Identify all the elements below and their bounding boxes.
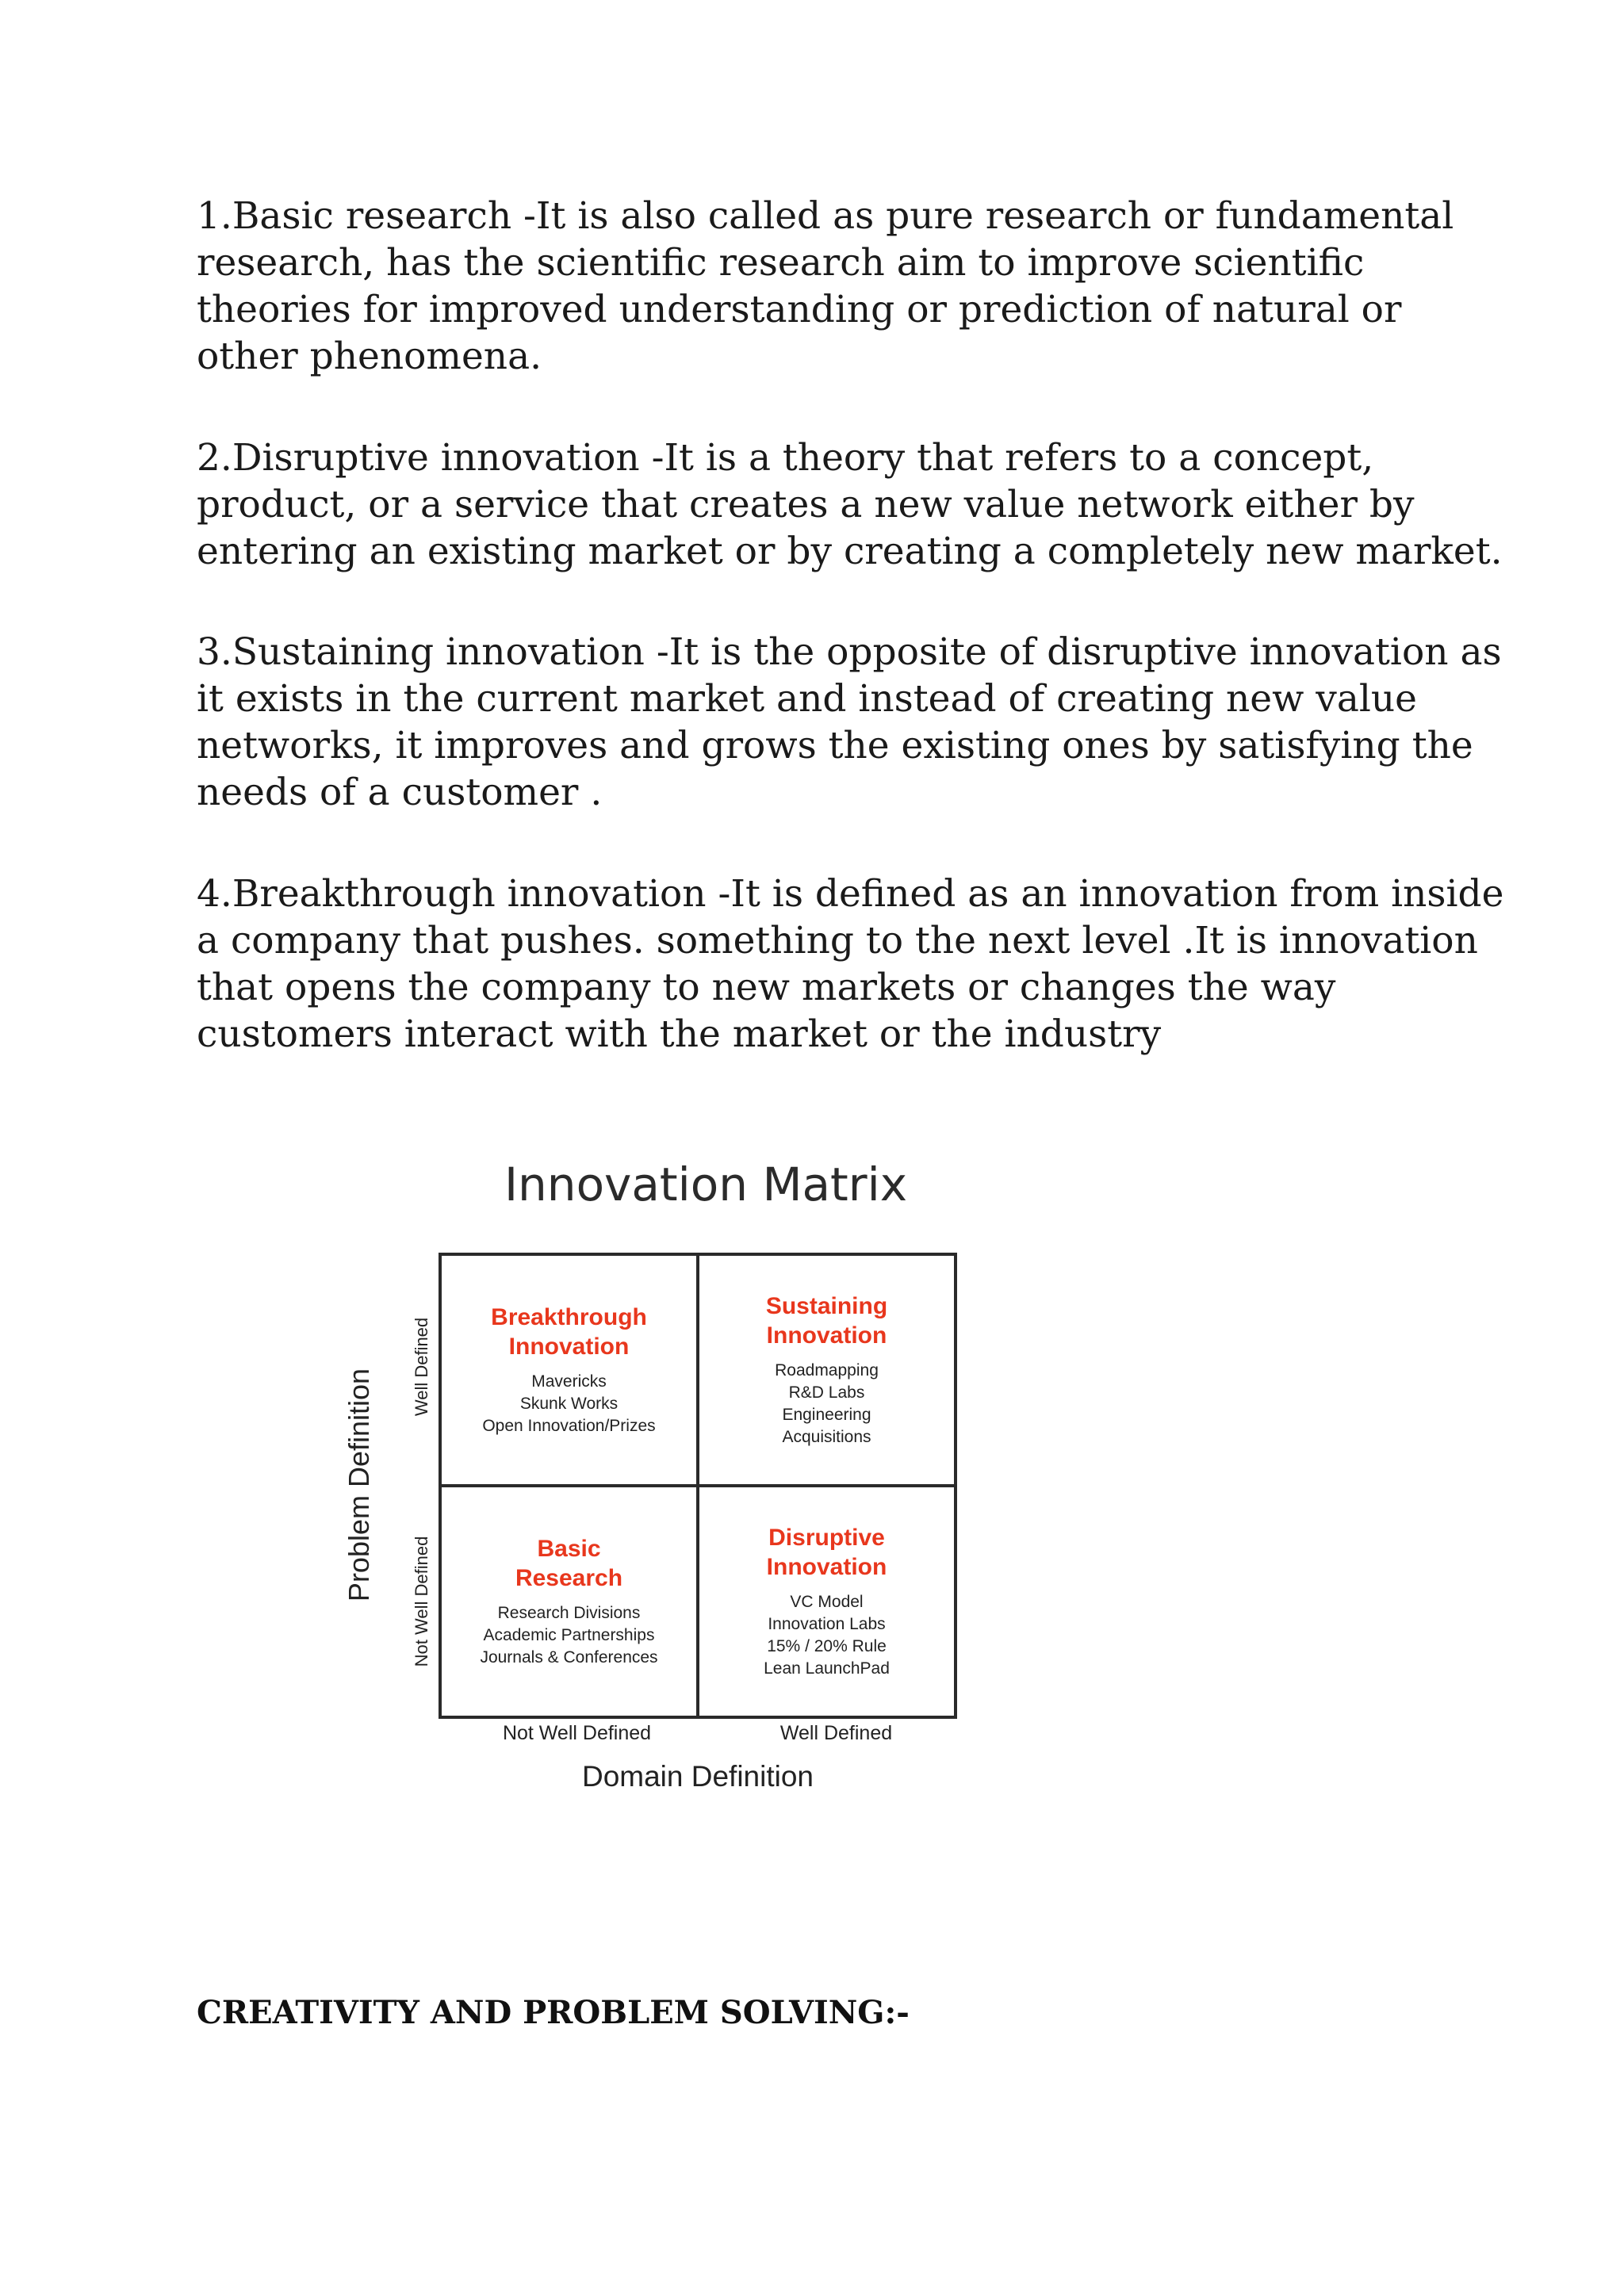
cell-item: Engineering [782, 1406, 871, 1424]
matrix-cell-sustaining [698, 1256, 954, 1486]
paragraph-basic-research: 1.Basic research -It is also called as pure research or fundamental research, has the scientific research aim to improve scientific theories for improved understanding or prediction of natural or other phenomena. [197, 194, 1454, 378]
cell-item: 15% / 20% Rule [767, 1637, 887, 1655]
x-axis-right-label: Well Defined [779, 1722, 893, 1744]
paragraph-sustaining-innovation: 3.Sustaining innovation -It is the opposite of disruptive innovation as it exists in the current market and instead of creating new value networks, it improves and grows the existing ones by satisfying the needs of a customer . [197, 630, 1502, 814]
paragraph-disruptive-innovation: 2.Disruptive innovation -It is a theory that refers to a concept, product, or a service that creates a new value network either by entering an existing market or by creating a completely new market. [197, 436, 1503, 573]
cell-item: Academic Partnerships [483, 1626, 655, 1644]
paragraph-breakthrough-innovation: 4.Breakthrough innovation -It is defined as an innovation from inside a company that pushes. something to the next level .It is innovation that opens the company to new markets or changes the way customers interact with the market or the industry [197, 872, 1504, 1056]
cell-item: R&D Labs [788, 1383, 865, 1402]
matrix-cell-basic-research [442, 1486, 698, 1716]
y-axis-bottom-label: Not Well Defined [412, 1536, 431, 1667]
cell-title-line: Innovation [766, 1322, 887, 1349]
cell-item: Acquisitions [782, 1428, 871, 1446]
cell-items [775, 1360, 879, 1448]
cell-title-line: Research [515, 1565, 623, 1591]
cell-item: VC Model [790, 1593, 864, 1611]
y-axis-top-label: Well Defined [412, 1317, 431, 1417]
cell-items [482, 1371, 655, 1437]
cell-item: Lean LaunchPad [764, 1659, 890, 1678]
cell-item: Roadmapping [775, 1361, 879, 1380]
cell-title-line: Disruptive [768, 1525, 885, 1551]
x-axis-left-label: Not Well Defined [502, 1722, 652, 1744]
cell-item: Innovation Labs [768, 1615, 886, 1633]
y-axis-label: Problem Definition [343, 1368, 375, 1602]
matrix-grid [439, 1253, 957, 1719]
cell-title-line: Innovation [766, 1554, 887, 1580]
x-axis-label: Domain Definition [581, 1760, 814, 1793]
cell-items [764, 1591, 890, 1680]
cell-item: Research Divisions [497, 1604, 641, 1622]
cell-title-line: Sustaining [765, 1293, 888, 1319]
cell-title [515, 1534, 622, 1593]
cell-title [767, 1523, 887, 1582]
cell-item: Journals & Conferences [480, 1648, 658, 1667]
section-heading: CREATIVITY AND PROBLEM SOLVING:- [197, 1994, 910, 2031]
cell-item: Open Innovation/Prizes [482, 1417, 656, 1435]
matrix-cell-breakthrough [442, 1256, 698, 1486]
cell-title [766, 1292, 887, 1350]
cell-items [480, 1602, 657, 1669]
matrix-title: Innovation Matrix [504, 1158, 908, 1211]
matrix-cell-disruptive [698, 1486, 954, 1716]
cell-title [491, 1303, 647, 1361]
cell-item: Mavericks [531, 1372, 607, 1391]
cell-item: Skunk Works [519, 1395, 619, 1413]
cell-title-line: Innovation [508, 1334, 630, 1360]
cell-title-line: Breakthrough [491, 1304, 647, 1330]
cell-title-line: Basic [537, 1536, 601, 1562]
